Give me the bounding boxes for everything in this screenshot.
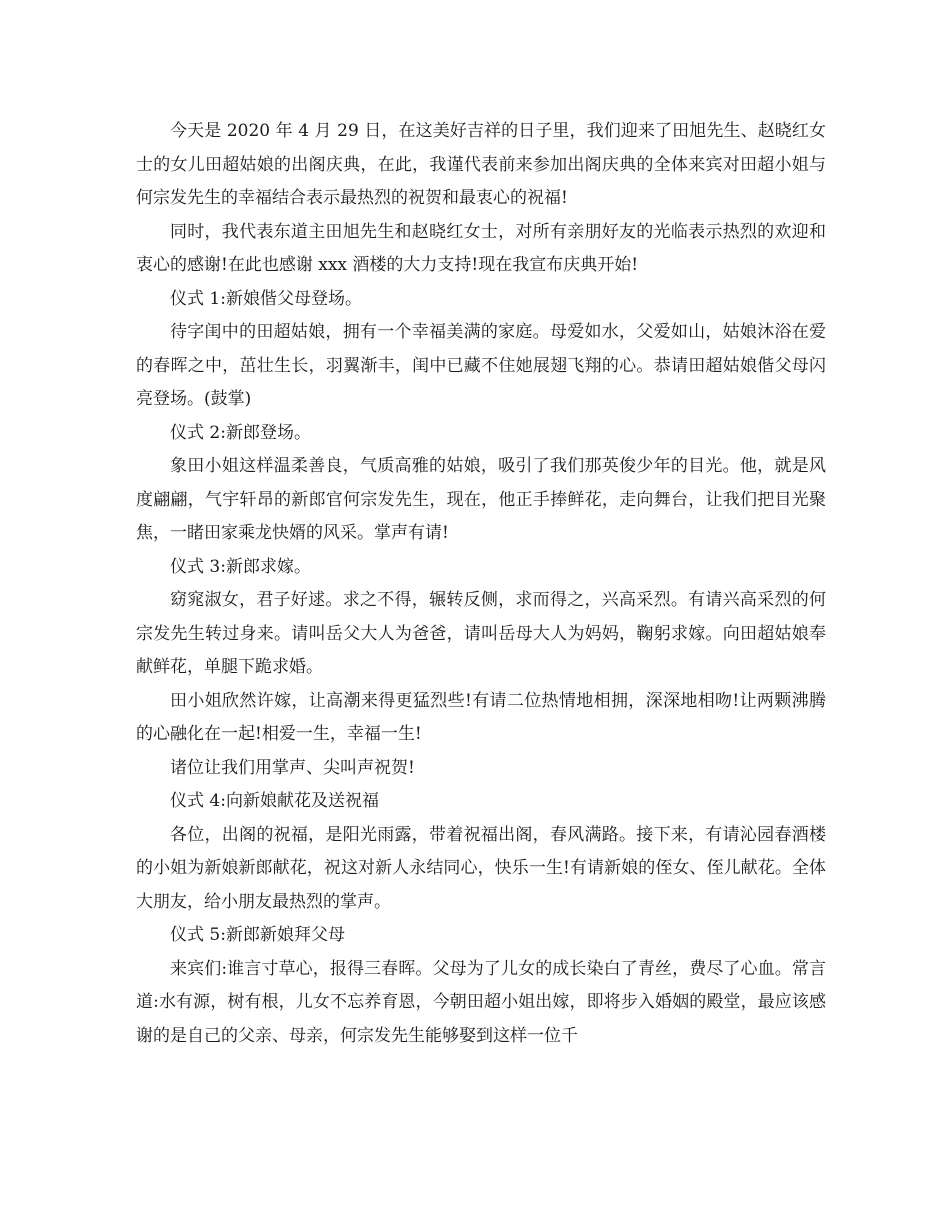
paragraph-6: 田小姐欣然许嫁，让高潮来得更猛烈些!有请二位热情地相拥，深深地相吻!让两颗沸腾的心融化在一起!相爱一生，幸福一生!	[136, 690, 826, 744]
paragraph-9: 来宾们:谁言寸草心，报得三春晖。父母为了儿女的成长染白了青丝，费尽了心血。常言道:水有源，树有根，儿女不忘养育恩，今朝田超小姐出嫁，即将步入婚姻的殿堂，最应该感谢的是自己的父亲、母亲，何宗发先生能够娶到这样一位千	[136, 958, 826, 1046]
ceremony-5-heading: 仪式 5:新郎新娘拜父母	[170, 925, 345, 945]
paragraph-2: 同时，我代表东道主田旭先生和赵晓红女士，对所有亲朋好友的光临表示热烈的欢迎和衷心的感谢!在此也感谢 xxx 酒楼的大力支持!现在我宣布庆典开始!	[136, 221, 826, 275]
paragraph-7: 诸位让我们用掌声、尖叫声祝贺!	[170, 757, 415, 778]
document-body	[136, 115, 826, 1053]
paragraph-3: 待字闺中的田超姑娘，拥有一个幸福美满的家庭。母爱如水，父爱如山，姑娘沐浴在爱的春晖之中，茁壮生长，羽翼渐丰，闺中已藏不住她展翅飞翔的心。恭请田超姑娘偕父母闪亮登场。(鼓掌)	[136, 322, 826, 409]
paragraph-5: 窈窕淑女，君子好逑。求之不得，辗转反侧，求而得之，兴高采烈。有请兴高采烈的何宗发先生转过身来。请叫岳父大人为爸爸，请叫岳母大人为妈妈，鞠躬求嫁。向田超姑娘奉献鲜花，单腿下跪求婚。	[136, 590, 826, 677]
paragraph-1: 今天是 2020 年 4 月 29 日，在这美好吉祥的日子里，我们迎来了田旭先生、赵晓红女士的女儿田超姑娘的出阁庆典，在此，我谨代表前来参加出阁庆典的全体来宾对田超小姐与何宗发先生的幸福结合表示最热烈的祝贺和最衷心的祝福!	[136, 121, 826, 208]
ceremony-3-heading: 仪式 3:新郎求嫁。	[170, 556, 311, 577]
ceremony-2-heading: 仪式 2:新郎登场。	[170, 422, 311, 443]
paragraph-8: 各位，出阁的祝福，是阳光雨露，带着祝福出阁，春风满路。接下来，有请沁园春酒楼的小姐为新娘新郎献花，祝这对新人永结同心，快乐一生!有请新娘的侄女、侄儿献花。全体大朋友，给小朋友最热烈的掌声。	[136, 824, 826, 912]
ceremony-4-heading: 仪式 4:向新娘献花及送祝福	[170, 791, 379, 811]
paragraph-4: 象田小姐这样温柔善良，气质高雅的姑娘，吸引了我们那英俊少年的目光。他，就是风度翩翩，气宇轩昂的新郎官何宗发先生，现在，他正手捧鲜花，走向舞台，让我们把目光聚焦，一睹田家乘龙快婿的风采。掌声有请!	[136, 456, 826, 543]
ceremony-1-heading: 仪式 1:新娘偕父母登场。	[170, 288, 362, 309]
